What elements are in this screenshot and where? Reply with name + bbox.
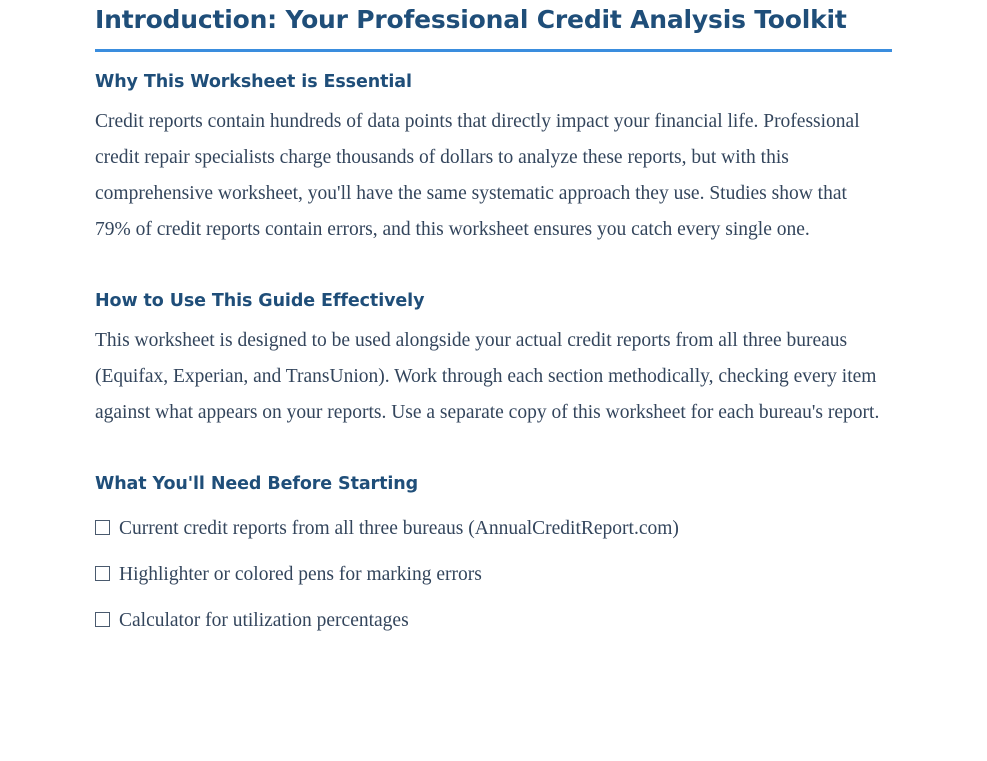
section-heading-what-youll-need: What You'll Need Before Starting bbox=[95, 474, 419, 494]
section-how-to-use bbox=[95, 291, 892, 431]
checkbox-icon[interactable] bbox=[95, 566, 110, 581]
list-item[interactable] bbox=[95, 506, 892, 552]
section-heading-how-to-use: How to Use This Guide Effectively bbox=[95, 291, 425, 311]
list-item[interactable] bbox=[95, 598, 892, 644]
list-item-label: Highlighter or colored pens for marking errors bbox=[119, 564, 482, 585]
list-item-label: Calculator for utilization percentages bbox=[119, 610, 409, 631]
page-title: Introduction: Your Professional Credit Analysis Toolkit bbox=[95, 0, 892, 52]
list-item-label: Current credit reports from all three bureaus (AnnualCreditReport.com) bbox=[119, 518, 679, 539]
section-why-essential bbox=[95, 72, 892, 248]
section-paragraph-how-to-use: This worksheet is designed to be used alongside your actual credit reports from all three bureaus (Equifax, Experian, and TransUnion). Work through each section methodically, checking every item against what appears on your reports. Use a separate copy of this worksheet for each bureau's report. bbox=[95, 330, 880, 423]
checkbox-icon[interactable] bbox=[95, 612, 110, 627]
requirements-checklist bbox=[95, 506, 892, 644]
list-item[interactable] bbox=[95, 552, 892, 598]
section-paragraph-why-essential: Credit reports contain hundreds of data points that directly impact your financial life. Professional credit repair specialists charge thousands of dollars to analyze these reports, but with this comprehensive worksheet, you'll have the same systematic approach they use. Studies show that 79% of credit reports contain errors, and this worksheet ensures you catch every single one. bbox=[95, 111, 860, 240]
section-heading-why-essential: Why This Worksheet is Essential bbox=[95, 72, 412, 92]
section-what-youll-need bbox=[95, 474, 892, 644]
checkbox-icon[interactable] bbox=[95, 520, 110, 535]
